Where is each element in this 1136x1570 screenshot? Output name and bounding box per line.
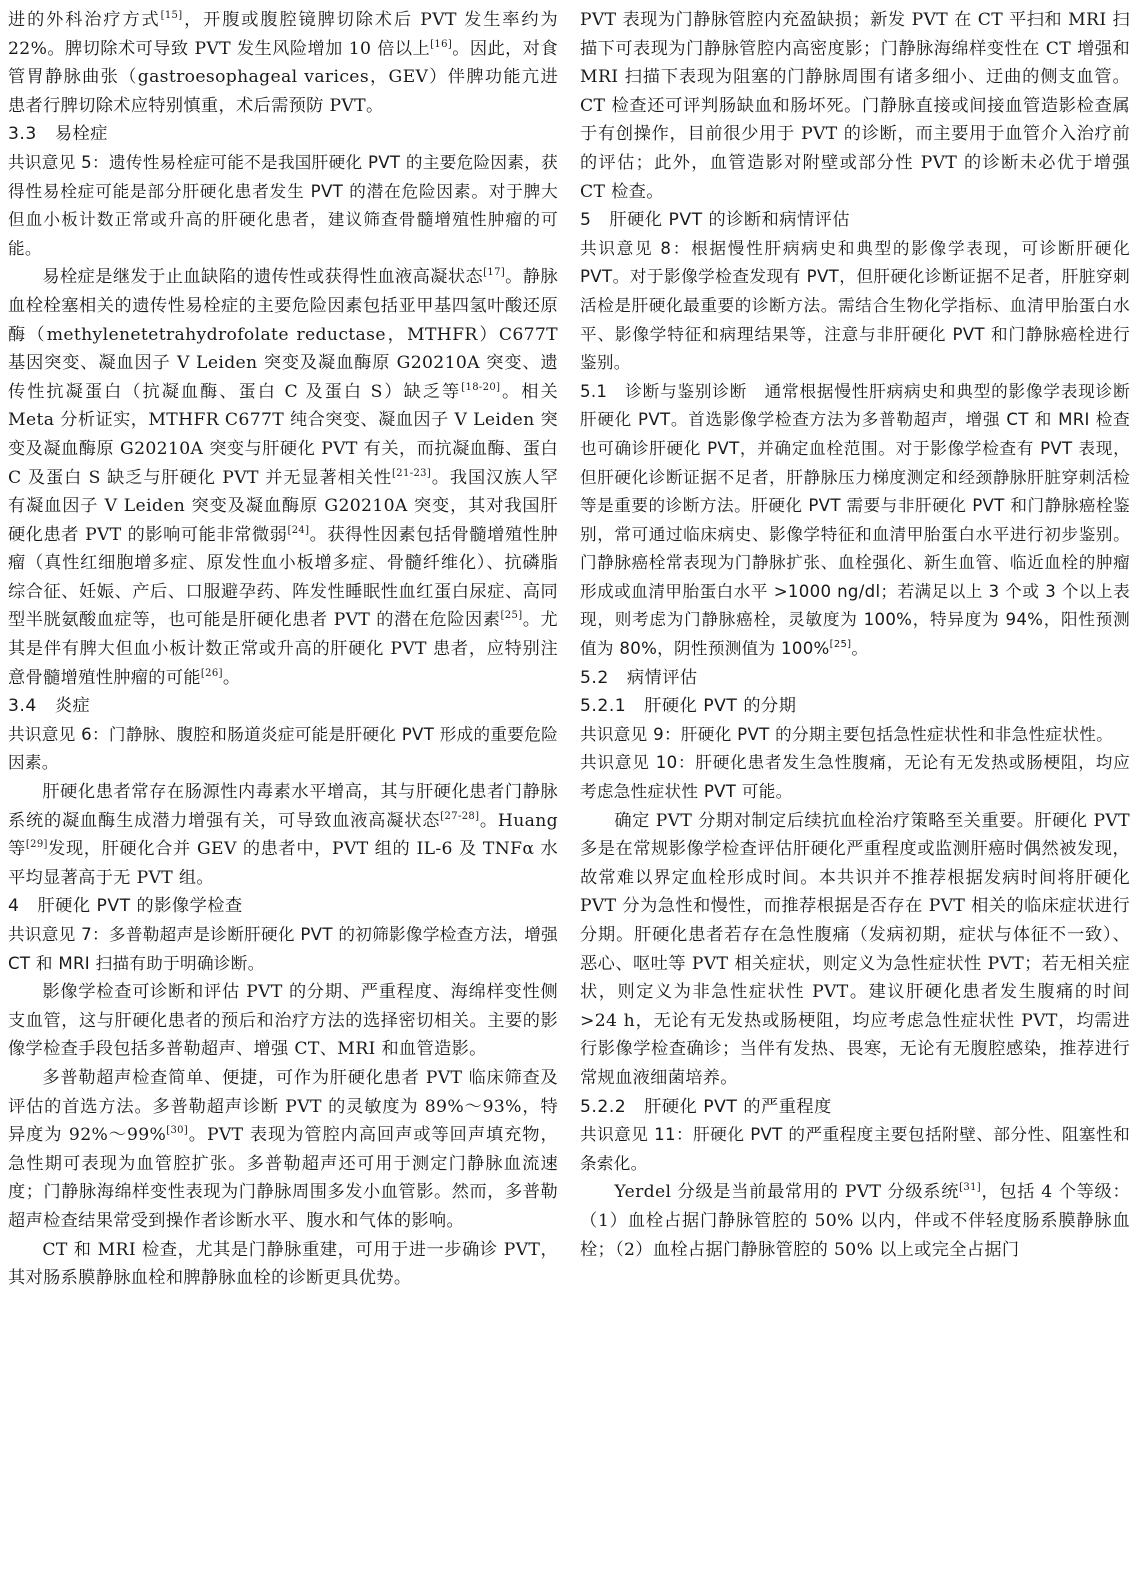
section-title: 肝硬化 PVT 的严重程度 xyxy=(644,1096,832,1117)
citation-ref: [25] xyxy=(500,610,523,622)
text-run: 共识意见 10：肝硬化患者发生急性腹痛，无论有无发热或肠梗阻，均应考虑急性症状性 PVT 可能。 xyxy=(580,753,1130,802)
body-paragraph xyxy=(580,1178,1130,1264)
text-run: 共识意见 5：遗传性易栓症可能不是我国肝硬化 PVT 的主要危险因素，获得性易栓症可能是部分肝硬化患者发生 PVT 的潜在危险因素。对于脾大但血小板计数正常或升高的肝硬化患者，建议筛查骨髓增殖性肿瘤的可能。 xyxy=(8,152,558,258)
citation-ref: [15] xyxy=(160,10,183,21)
text-run: 进的外科治疗方式 xyxy=(8,10,161,30)
text-run: 。 xyxy=(222,667,241,688)
section-number: 5 xyxy=(580,210,592,231)
text-run: 。 xyxy=(851,639,869,659)
citation-ref: [31] xyxy=(959,1182,982,1194)
body-paragraph xyxy=(8,1064,558,1236)
text-run: PVT 表现为门静脉管腔内充盈缺损；新发 PVT 在 CT 平扫和 MRI 扫描下可表现为门静脉管腔内高密度影；门静脉海绵样变性在 CT 增强和 MRI 扫描下表现为阻塞的门静脉周围有诸多细小、迂曲的侧支血管。CT 检查还可评判肠缺血和肠坏死。门静脉直接或间接血管造影检查属于有创操作，目前很少用于 PVT 的诊断，而主要用于血管介入治疗前的评估；此外，血管造影对附壁或部分性 PVT 的诊断未必优于增强 CT 检查。 xyxy=(580,10,1130,202)
consensus-paragraph xyxy=(580,1121,1130,1178)
section-heading xyxy=(8,692,558,721)
text-run: 肝硬化患者常存在肠源性内毒素水平增高，其与肝硬化患者门静脉系统的凝血酶生成潜力增强有关，可导致血液高凝状态 xyxy=(8,782,558,831)
text-run: 共识意见 7：多普勒超声是诊断肝硬化 PVT 的初筛影像学检查方法，增强 CT 和 MRI 扫描有助于明确诊断。 xyxy=(8,925,558,973)
text-run: CT 和 MRI 检查，尤其是门静脉重建，可用于进一步确诊 PVT，其对肠系膜静脉血栓和脾静脉血栓的诊断更具优势。 xyxy=(8,1239,558,1289)
consensus-paragraph xyxy=(8,721,558,778)
body-paragraph xyxy=(580,807,1130,1093)
section-number: 3.3 xyxy=(8,124,37,145)
section-title: 肝硬化 PVT 的分期 xyxy=(644,696,797,717)
citation-ref: [24] xyxy=(287,524,310,536)
citation-ref: [16] xyxy=(430,38,453,50)
consensus-paragraph xyxy=(580,721,1130,750)
text-run: 共识意见 9：肝硬化 PVT 的分期主要包括急性症状性和非急性症状性。 xyxy=(580,724,1113,744)
body-paragraph xyxy=(8,1236,558,1293)
section-heading xyxy=(580,206,1130,235)
section-number: 4 xyxy=(8,896,20,917)
text-run: ，开腹或腹腔镜脾切除术后 PVT 发生率约为 22%。脾切除术可导致 PVT 发生风险增加 10 倍以上 xyxy=(8,10,558,59)
consensus-paragraph xyxy=(8,921,558,978)
citation-ref: [25] xyxy=(829,639,852,651)
section-heading xyxy=(8,120,558,149)
text-run: 共识意见 8：根据慢性肝病病史和典型的影像学表现，可诊断肝硬化 PVT。对于影像学检查发现有 PVT，但肝硬化诊断证据不足者，肝脏穿刺活检是肝硬化最重要的诊断方法。需结合生物化学指标、血清甲胎蛋白水平、影像学特征和病理结果等，注意与非肝硬化 PVT 和门静脉癌栓进行鉴别。 xyxy=(580,238,1130,373)
citation-ref: [21-23] xyxy=(392,467,432,479)
section-number: 5.2.1 xyxy=(580,696,627,717)
body-paragraph xyxy=(580,6,1130,206)
body-paragraph xyxy=(8,263,558,692)
citation-ref: [26] xyxy=(200,667,223,679)
text-run: 易栓症是继发于止血缺陷的遗传性或获得性血液高凝状态 xyxy=(42,267,484,288)
citation-ref: [17] xyxy=(483,267,506,279)
text-run: 。我国汉族人罕有凝血因子 V Leiden 突变及凝血酶原 G20210A 突变，其对我国肝硬化患者 PVT 的影响可能非常微弱 xyxy=(8,467,558,545)
citation-ref: [18-20] xyxy=(461,381,501,393)
text-run: 5.1 诊断与鉴别诊断 通常根据慢性肝病病史和典型的影像学表现诊断肝硬化 PVT。首选影像学检查方法为多普勒超声，增强 CT 和 MRI 检查也可确诊肝硬化 PVT，并确定血栓范围。对于影像学检查有 PVT 表现，但肝硬化诊断证据不足者，肝静脉压力梯度测定和经颈静脉肝脏穿刺活检等是重要的诊断方法。肝硬化 PVT 需要与非肝硬化 PVT 和门静脉癌栓鉴别，常可通过临床病史、影像学特征和血清甲胎蛋白水平进行初步鉴别。门静脉癌栓常表现为门静脉扩张、血栓强化、新生血管、临近血栓的肿瘤形成或血清甲胎蛋白水平 >1000 ng/dl；若满足以上 3 个或 3 个以上表现，则考虑为门静脉癌栓，灵敏度为 100%，特异度为 94%，阳性预测值为 80%，阴性预测值为 100% xyxy=(580,381,1130,659)
consensus-paragraph xyxy=(580,378,1130,664)
consensus-paragraph xyxy=(580,235,1130,378)
section-title: 肝硬化 PVT 的诊断和病情评估 xyxy=(609,210,851,231)
section-number: 3.4 xyxy=(8,696,37,717)
consensus-paragraph xyxy=(580,749,1130,806)
consensus-paragraph xyxy=(8,149,558,263)
text-run: 确定 PVT 分期对制定后续抗血栓治疗策略至关重要。肝硬化 PVT 多是在常规影像学检查评估肝硬化严重程度或监测肝癌时偶然被发现，故常难以界定血栓形成时间。本共识并不推荐根据发病时间将肝硬化 PVT 分为急性和慢性，而推荐根据是否存在 PVT 相关的临床症状进行分期。肝硬化患者若存在急性腹痛（发病初期，症状与体征不一致）、恶心、呕吐等 PVT 相关症状，则定义为急性症状性 PVT；若无相关症状，则定义为非急性症状性 PVT。建议肝硬化患者发生腹痛的时间 >24 h，无论有无发热或肠梗阻，均应考虑急性症状性 PVT，均需进行影像学检查确诊；当伴有发热、畏寒，无论有无腹腔感染，推荐进行常规血液细菌培养。 xyxy=(580,810,1130,1088)
citation-ref: [29] xyxy=(25,839,48,851)
text-run: 。获得性因素包括骨髓增殖性肿瘤（真性红细胞增多症、原发性血小板增多症、骨髓纤维化）、抗磷脂综合征、妊娠、产后、口服避孕药、阵发性睡眠性血红蛋白尿症、高同型半胱氨酸血症等，也可能是肝硬化患者 PVT 的潜在危险因素 xyxy=(8,524,559,631)
text-run: Yerdel 分级是当前最常用的 PVT 分级系统 xyxy=(614,1182,960,1203)
section-title: 病情评估 xyxy=(626,667,698,688)
section-heading xyxy=(580,1093,1130,1122)
text-run: 。静脉血栓栓塞相关的遗传性易栓症的主要危险因素包括亚甲基四氢叶酸还原酶（methylenetetrahydrofolate reductase，MTHFR）C677T 基因突变、凝血因子 V Leiden 突变及凝血酶原 G20210A 突变、遗传性抗凝蛋白（抗凝血酶、蛋白 C 及蛋白 S）缺乏等 xyxy=(8,267,558,402)
text-run: 。Huang 等 xyxy=(8,810,559,860)
body-paragraph xyxy=(8,978,558,1064)
section-heading xyxy=(8,892,558,921)
text-run: 发现，肝硬化合并 GEV 的患者中，PVT 组的 IL-6 及 TNFα 水平均显著高于无 PVT 组。 xyxy=(8,839,559,888)
section-title: 肝硬化 PVT 的影像学检查 xyxy=(37,896,243,917)
section-heading xyxy=(580,664,1130,693)
section-title: 炎症 xyxy=(54,696,91,717)
body-paragraph xyxy=(8,6,558,120)
text-run: 。PVT 表现为管腔内高回声或等回声填充物，急性期可表现为血管腔扩张。多普勒超声还可用于测定门静脉血流速度；门静脉海绵样变性表现为门静脉周围多发小血管影。然而，多普勒超声检查结果常受到操作者诊断水平、腹水和气体的影响。 xyxy=(8,1125,559,1231)
section-number: 5.2 xyxy=(580,667,609,688)
text-run: ，包括 4 个等级：（1）血栓占据门静脉管腔的 50% 以内，伴或不伴轻度肠系膜静脉血栓；（2）血栓占据门静脉管腔的 50% 以上或完全占据门 xyxy=(580,1182,1130,1260)
left-column xyxy=(8,6,558,1293)
text-run: 。因此，对食管胃静脉曲张（gastroesophageal varices，GEV）伴脾功能亢进患者行脾切除术应特别慎重，术后需预防 PVT。 xyxy=(8,38,558,116)
text-run: 共识意见 6：门静脉、腹腔和肠道炎症可能是肝硬化 PVT 形成的重要危险因素。 xyxy=(8,724,558,773)
body-paragraph xyxy=(8,778,558,892)
citation-ref: [30] xyxy=(166,1125,189,1137)
citation-ref: [27-28] xyxy=(440,810,480,822)
section-number: 5.2.2 xyxy=(580,1096,627,1117)
text-run: 影像学检查可诊断和评估 PVT 的分期、严重程度、海绵样变性侧支血管，这与肝硬化患者的预后和治疗方法的选择密切相关。主要的影像学检查手段包括多普勒超声、增强 CT、MRI 和血管造影。 xyxy=(8,982,558,1060)
section-heading xyxy=(580,692,1130,721)
text-run: 共识意见 11：肝硬化 PVT 的严重程度主要包括附壁、部分性、阻塞性和条索化。 xyxy=(580,1125,1130,1173)
text-run: 多普勒超声检查简单、便捷，可作为肝硬化患者 PVT 临床筛查及评估的首选方法。多普勒超声诊断 PVT 的灵敏度为 89%～93%，特异度为 92%～99% xyxy=(8,1067,558,1146)
right-column xyxy=(580,6,1130,1264)
text-run: 。相关 Meta 分析证实，MTHFR C677T 纯合突变、凝血因子 V Leiden 突变及凝血酶原 G20210A 突变与肝硬化 PVT 有关，而抗凝血酶、蛋白 C 及蛋白 S 缺乏与肝硬化 PVT 并无显著相关性 xyxy=(8,381,558,488)
text-run: 。尤其是伴有脾大但血小板计数正常或升高的肝硬化 PVT 患者，应特别注意骨髓增殖性肿瘤的可能 xyxy=(8,610,559,688)
section-title: 易栓症 xyxy=(54,124,108,145)
